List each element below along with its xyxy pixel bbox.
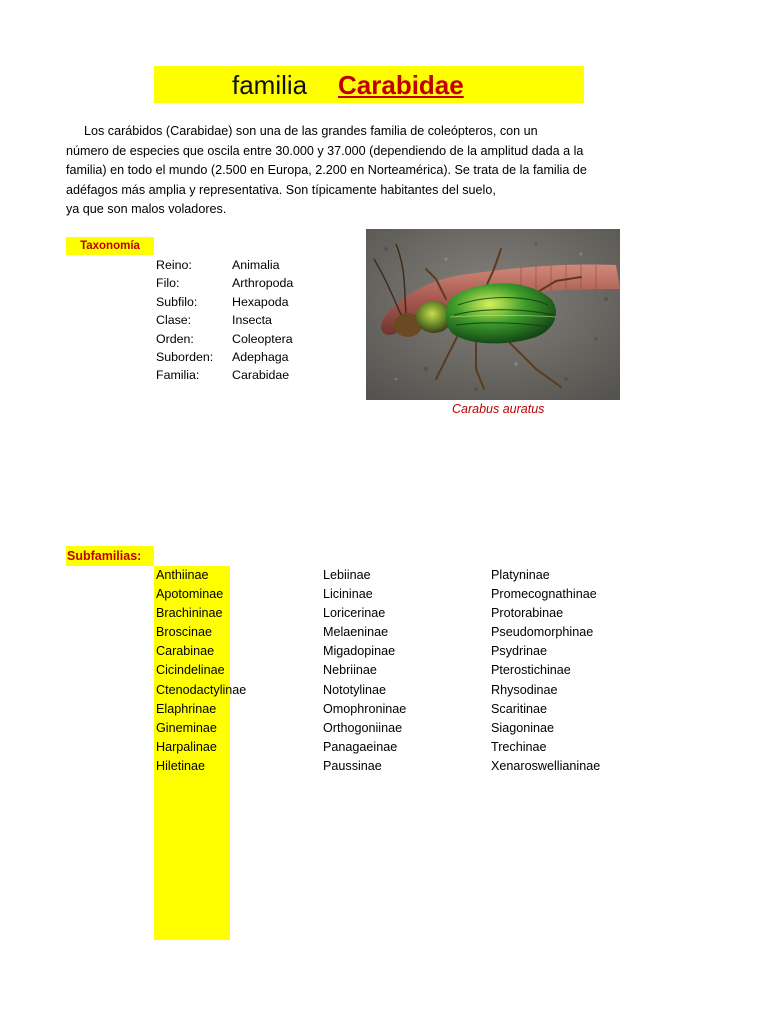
subfamily-column-2 [323, 566, 406, 776]
title-word: familia [232, 70, 308, 100]
intro-line: familia) en todo el mundo (2.500 en Europa, 2.200 en Norteamérica). Se trata de la familia de [66, 163, 587, 177]
taxonomy-row [156, 330, 332, 348]
taxonomy-key: Suborden: [156, 349, 214, 364]
subfamily-column-1 [156, 566, 246, 776]
subfamily-item: Siagoninae [491, 720, 555, 735]
subfamily-item: Melaeninae [323, 625, 389, 640]
subfamily-item: Trechinae [491, 739, 547, 754]
title-family-name: Carabidae [338, 70, 464, 100]
intro-line: adéfagos más amplia y representativa. Son típicamente habitantes del suelo, [66, 182, 496, 197]
taxonomy-key: Filo: [156, 276, 180, 291]
subfamily-item: Broscinae [156, 625, 213, 640]
subfamily-item: Protorabinae [491, 606, 564, 621]
subfamily-item: Migadopinae [323, 644, 396, 659]
taxonomy-row [156, 293, 332, 311]
subfamily-item: Platyninae [491, 568, 550, 582]
taxonomy-row [156, 366, 332, 384]
subfamily-item: Ctenodactylinae [156, 682, 247, 697]
intro-line: Los carábidos (Carabidae) son una de las grandes familia de coleópteros, con un [84, 124, 538, 138]
subfamily-item: Apotominae [156, 587, 224, 602]
intro-paragraph [66, 122, 626, 220]
subfamily-item: Cicindelinae [156, 663, 225, 678]
taxonomy-value: Arthropoda [232, 276, 294, 291]
subfamily-item: Omophroninae [323, 701, 407, 716]
taxonomy-key: Reino: [156, 258, 192, 272]
taxonomy-value: Carabidae [232, 368, 290, 383]
subfamily-item: Nototylinae [323, 682, 387, 697]
beetle-illustration [366, 229, 620, 400]
taxonomy-label: Taxonomía [66, 237, 154, 255]
subfamily-item: Orthogoniinae [323, 720, 403, 735]
subfamily-item: Gineminae [156, 720, 217, 735]
intro-line: ya que son malos voladores. [66, 202, 227, 216]
intro-line: número de especies que oscila entre 30.000 y 37.000 (dependiendo de la amplitud dada a la [66, 143, 584, 158]
subfamily-item: Pseudomorphinae [491, 625, 594, 640]
taxonomy-value: Adephaga [232, 349, 289, 364]
subfamily-item: Nebriinae [323, 663, 377, 678]
subfamily-item: Elaphrinae [156, 701, 217, 716]
subfamily-item: Promecognathinae [491, 587, 597, 602]
subfamily-item: Licininae [323, 587, 373, 602]
subfamily-item: Scaritinae [491, 701, 548, 716]
taxonomy-key: Clase: [156, 313, 192, 328]
taxonomy-value: Coleoptera [232, 331, 293, 346]
taxonomy-row [156, 256, 332, 274]
subfamily-item: Rhysodinae [491, 682, 558, 697]
subfamily-item: Loricerinae [323, 606, 386, 621]
subfamily-item: Paussinae [323, 758, 382, 773]
subfamily-item: Hiletinae [156, 758, 206, 773]
subfamilies-label-text: Subfamilias: [67, 549, 142, 563]
subfamilies-label [66, 546, 154, 566]
taxonomy-table [156, 256, 332, 385]
taxonomy-key: Orden: [156, 331, 194, 346]
taxonomy-value: Animalia [232, 258, 280, 272]
beetle-photo [366, 229, 620, 400]
taxonomy-key: Subfilo: [156, 294, 198, 309]
subfamily-item: Psydrinae [491, 644, 548, 659]
subfamily-item: Panagaeinae [323, 739, 398, 754]
taxonomy-row [156, 348, 332, 366]
taxonomy-value: Insecta [232, 313, 272, 328]
taxonomy-row [156, 311, 332, 329]
subfamily-column-3 [491, 566, 600, 776]
subfamily-item: Carabinae [156, 644, 215, 659]
taxonomy-value: Hexapoda [232, 294, 289, 309]
taxonomy-key: Familia: [156, 368, 200, 383]
subfamily-item: Brachininae [156, 606, 223, 621]
title-banner [154, 66, 584, 103]
subfamily-item: Lebiinae [323, 568, 371, 582]
subfamily-item: Harpalinae [156, 739, 217, 754]
taxonomy-row [156, 274, 332, 292]
subfamily-item: Pterostichinae [491, 663, 571, 678]
photo-caption: Carabus auratus [452, 402, 545, 416]
subfamily-item: Anthiinae [156, 568, 209, 582]
subfamily-item: Xenaroswellianinae [491, 758, 601, 773]
